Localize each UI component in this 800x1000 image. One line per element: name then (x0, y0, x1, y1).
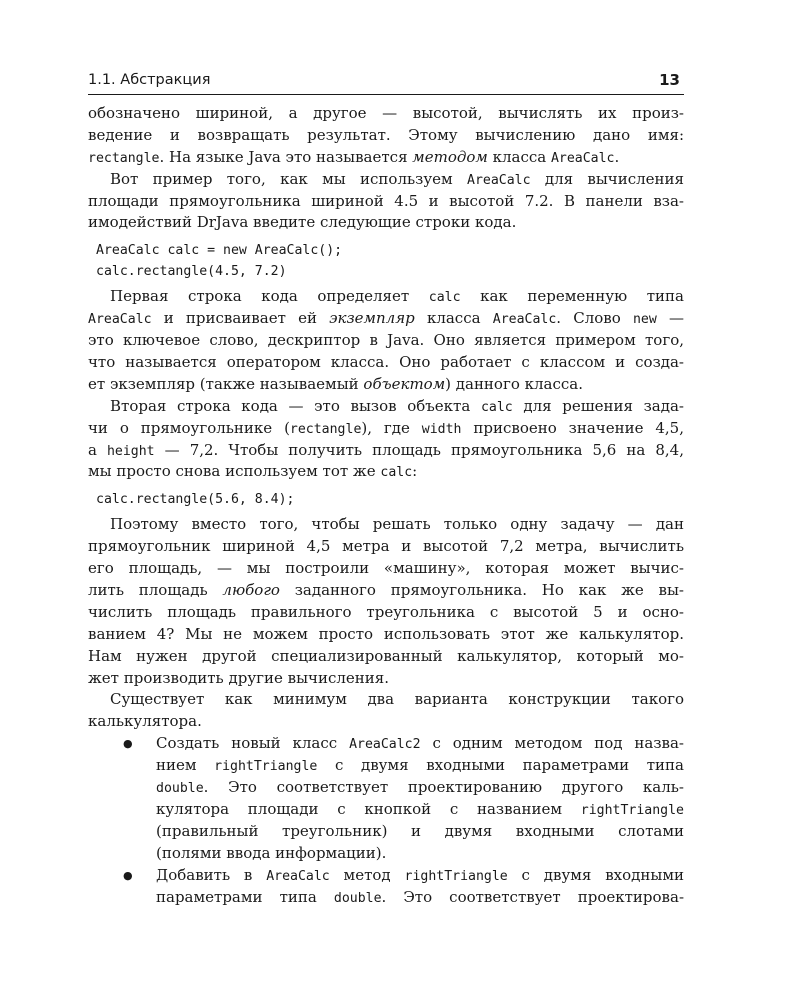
text-line: Вторая строка кода — это вызов объекта calc для решения зада- (110, 396, 684, 415)
text-line: его площадь, — мы построили «машину», которая может вычис- (88, 559, 684, 578)
section-title: 1.1. Абстракция (88, 72, 211, 88)
text-line: площади прямоугольника шириной 4.5 и высотой 7.2. В панели вза- (88, 191, 684, 210)
text-line: обозначено шириной, а другое — высотой, вычислять их произ- (88, 104, 684, 122)
text-line: ванием 4? Мы не можем просто использовать этот же калькулятор. (88, 624, 684, 643)
text-line: Нам нужен другой специализированный калькулятор, который мо- (88, 646, 684, 665)
bullet-item-line: (правильный треугольник) и двумя входными слотами (156, 821, 684, 840)
text-line: лить площадь любого заданного прямоугольника. Но как же вы- (88, 581, 684, 600)
code-line: AreaCalc calc = new AreaCalc(); (96, 243, 343, 259)
text-line: а height — 7,2. Чтобы получить площадь прямоугольника 5,6 на 8,4, (88, 440, 684, 459)
text-line: жет производить другие вычисления. (88, 668, 389, 687)
text-line: ведение и возвращать результат. Этому вычислению дано имя: (88, 125, 684, 144)
bullet-item-line: ● Добавить в AreaCalc метод rightTriangle с двумя входными (88, 865, 684, 887)
text-line: rectangle. На языке Java это называется методом класса AreaCalc. (88, 147, 620, 166)
bullet-item-line: (полями ввода информации). (156, 843, 387, 862)
text-line: ет экземпляр (также называемый объектом) данного класса. (88, 374, 583, 393)
bullet-item-line: double. Это соответствует проектированию другого каль- (156, 778, 684, 797)
text-line: чи о прямоугольнике (rectangle), где width присвоено значение 4,5, (88, 418, 684, 437)
bullet-item-line: нием rightTriangle с двумя входными параметрами типа (156, 756, 684, 775)
text-line: мы просто снова используем тот же calc: (88, 462, 418, 481)
text-line: Вот пример того, как мы используем AreaCalc для вычисления (110, 169, 684, 188)
text-line: Первая строка кода определяет calc как переменную типа (110, 287, 684, 306)
running-header (88, 70, 684, 95)
text-line: что называется оператором класса. Оно работает с классом и созда- (88, 353, 684, 372)
bullet-item-line: кулятора площади с кнопкой с названием rightTriangle (156, 799, 684, 818)
text-line: калькулятора. (88, 712, 202, 731)
text-line: Существует как минимум два варианта конструкции такого (110, 690, 684, 709)
code-line: calc.rectangle(4.5, 7.2) (96, 264, 287, 280)
text-line: числить площадь правильного треугольника с высотой 5 и осно- (88, 602, 684, 621)
text-line: прямоугольник шириной 4,5 метра и высотой 7,2 метра, вычислить (88, 537, 684, 556)
text-line: Поэтому вместо того, чтобы решать только одну задачу — дан (110, 515, 684, 534)
bullet-item-line: параметрами типа double. Это соответствует проектирова- (156, 887, 685, 906)
code-line: calc.rectangle(5.6, 8.4); (96, 492, 295, 508)
text-line: это ключевое слово, дескриптор в Java. Оно является примером того, (88, 331, 684, 350)
text-line: AreaCalc и присваивает ей экземпляр класса AreaCalc. Слово new — (88, 309, 684, 328)
page-body (88, 103, 684, 908)
text-line: имодействий DrJava введите следующие строки кода. (88, 213, 517, 232)
page-number: 13 (659, 71, 680, 89)
bullet-item-line: ● Создать новый класс AreaCalc2 с одним методом под назва- (88, 733, 684, 755)
